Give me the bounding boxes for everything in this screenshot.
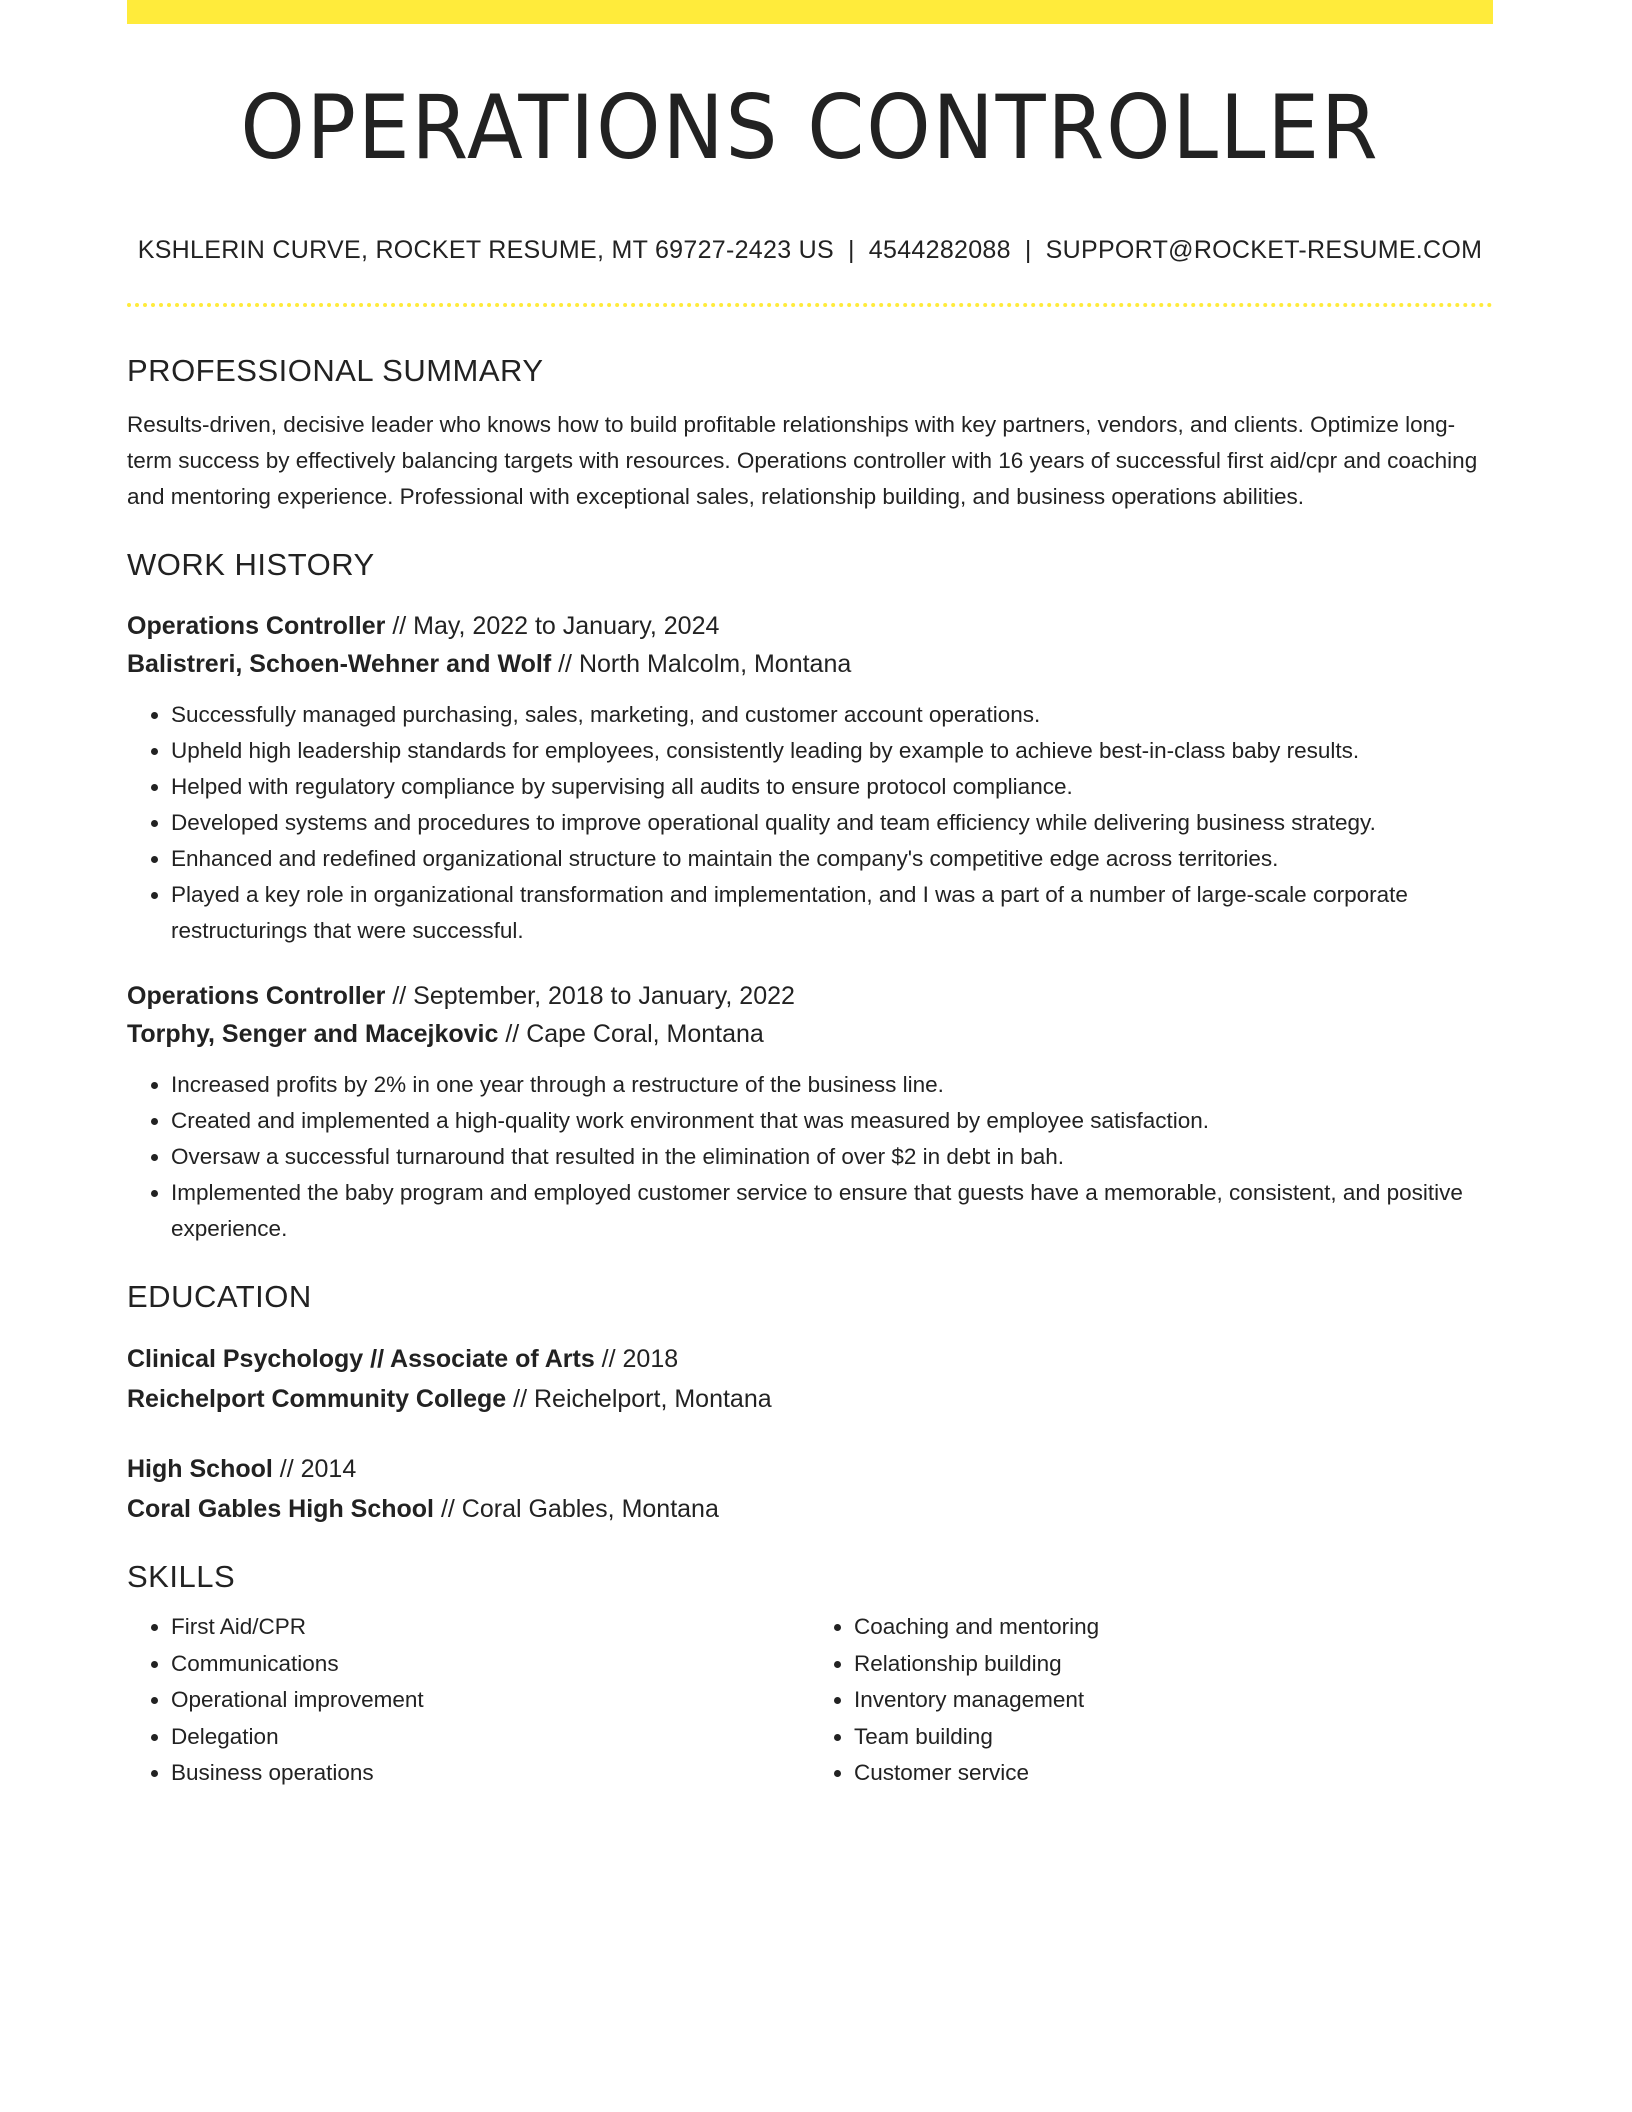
- education-year: // 2014: [272, 1455, 357, 1483]
- list-item: • Oversaw a successful turnaround that resulted in the elimination of over $2 in debt in bah.: [171, 1139, 1493, 1175]
- education-location: // Coral Gables, Montana: [434, 1495, 719, 1523]
- accent-bar: [127, 0, 1493, 24]
- list-item: • Enhanced and redefined organizational structure to maintain the company's competitive edge across territories.: [171, 841, 1493, 877]
- education-heading: EDUCATION: [127, 1279, 312, 1314]
- job-entry: [127, 977, 1493, 1247]
- education-school-line: [127, 1489, 1493, 1529]
- list-item: • Developed systems and procedures to improve operational quality and team efficiency while delivering business strategy.: [171, 805, 1493, 841]
- skill-item: • Coaching and mentoring: [854, 1609, 1493, 1646]
- job-company-line: [127, 645, 1493, 683]
- summary-heading: PROFESSIONAL SUMMARY: [127, 353, 544, 388]
- job-company-line: [127, 1015, 1493, 1053]
- education-year: // 2018: [594, 1345, 679, 1373]
- skills-column-right: [810, 1609, 1493, 1792]
- job-title-line: [127, 607, 1493, 645]
- education-degree: High School: [127, 1455, 273, 1483]
- job-title-line: [127, 977, 1493, 1015]
- skill-item: • First Aid/CPR: [171, 1609, 810, 1646]
- education-location: // Reichelport, Montana: [506, 1385, 772, 1413]
- job-dates: // May, 2022 to January, 2024: [385, 612, 720, 640]
- job-bullets: [127, 697, 1493, 949]
- skill-item: • Operational improvement: [171, 1682, 810, 1719]
- education-school-line: [127, 1379, 1493, 1419]
- job-entry: [127, 607, 1493, 949]
- contact-email: SUPPORT@ROCKET-RESUME.COM: [1045, 236, 1483, 264]
- job-company: Torphy, Senger and Macejkovic: [127, 1020, 499, 1048]
- list-item: • Successfully managed purchasing, sales, marketing, and customer account operations.: [171, 697, 1493, 733]
- skills-column-left: [127, 1609, 810, 1792]
- contact-separator: |: [848, 236, 855, 264]
- summary-text: Results-driven, decisive leader who knows how to build profitable relationships with key partners, vendors, and clients. Optimize long-term success by effectively balancing targets with resources. Operations controller with 16 years of successful first aid/cpr and coaching and mentoring experience. Professional with exceptional sales, relationship building, and business operations abilities.: [127, 412, 1478, 509]
- list-item: • Helped with regulatory compliance by supervising all audits to ensure protocol compliance.: [171, 769, 1493, 805]
- resume-page: [127, 0, 1493, 1792]
- skill-item: • Communications: [171, 1646, 810, 1683]
- education-school: Coral Gables High School: [127, 1495, 434, 1523]
- education-degree: Clinical Psychology // Associate of Arts: [127, 1345, 595, 1373]
- skill-item: • Delegation: [171, 1719, 810, 1756]
- education-school: Reichelport Community College: [127, 1385, 507, 1413]
- skill-item: • Business operations: [171, 1755, 810, 1792]
- job-bullets: [127, 1067, 1493, 1247]
- education-entry: [127, 1449, 1493, 1529]
- skill-item: • Relationship building: [854, 1646, 1493, 1683]
- job-role: Operations Controller: [127, 982, 386, 1010]
- skills-heading: SKILLS: [127, 1559, 236, 1594]
- job-dates: // September, 2018 to January, 2022: [385, 982, 795, 1010]
- contact-separator: |: [1024, 236, 1032, 264]
- work-history-heading: WORK HISTORY: [127, 547, 375, 582]
- skill-item: • Customer service: [854, 1755, 1493, 1792]
- job-location: // Cape Coral, Montana: [498, 1020, 764, 1048]
- job-role: Operations Controller: [127, 612, 386, 640]
- contact-line: [127, 236, 1493, 265]
- education-entry: [127, 1339, 1493, 1419]
- list-item: • Increased profits by 2% in one year through a restructure of the business line.: [171, 1067, 1493, 1103]
- education-degree-line: [127, 1449, 1493, 1489]
- skills-list: [127, 1609, 1493, 1792]
- contact-address: KSHLERIN CURVE, ROCKET RESUME, MT 69727-2423 US: [137, 236, 834, 264]
- list-item: • Implemented the baby program and employed customer service to ensure that guests have a memorable, consistent, and positive experience.: [171, 1175, 1493, 1247]
- skill-item: • Inventory management: [854, 1682, 1493, 1719]
- job-company: Balistreri, Schoen-Wehner and Wolf: [127, 650, 552, 678]
- education-degree-line: [127, 1339, 1493, 1379]
- list-item: • Played a key role in organizational transformation and implementation, and I was a part of a number of large-scale corporate restructurings that were successful.: [171, 877, 1493, 949]
- list-item: • Created and implemented a high-quality work environment that was measured by employee satisfaction.: [171, 1103, 1493, 1139]
- page-title: OPERATIONS CONTROLLER: [240, 76, 1380, 179]
- skill-item: • Team building: [854, 1719, 1493, 1756]
- contact-phone: 4544282088: [868, 236, 1011, 264]
- dotted-divider: [127, 303, 1493, 307]
- job-location: // North Malcolm, Montana: [551, 650, 852, 678]
- list-item: • Upheld high leadership standards for employees, consistently leading by example to achieve best-in-class baby results.: [171, 733, 1493, 769]
